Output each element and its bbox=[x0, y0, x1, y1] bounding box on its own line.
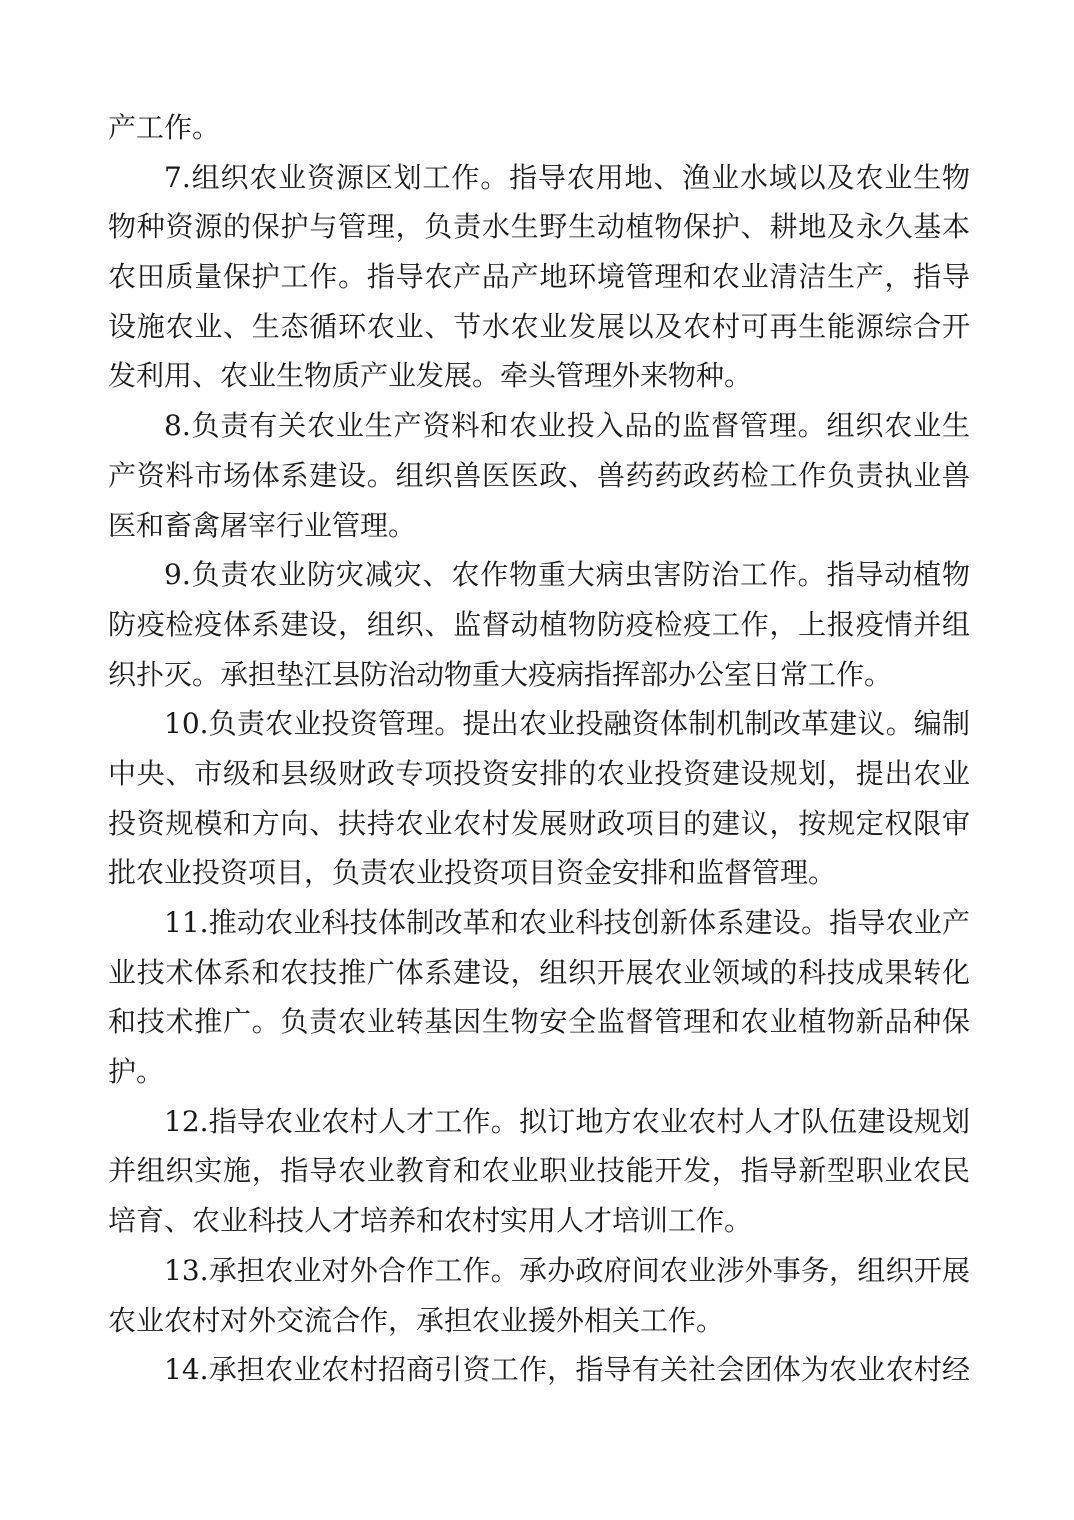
paragraph-10-line-2: 中央、市级和县级财政专项投资安排的农业投资建设规划，提出农业 bbox=[108, 756, 970, 790]
paragraph-11-line-4: 护。 bbox=[108, 1055, 165, 1089]
paragraph-8-line-1: 8.负责有关农业生产资料和农业投入品的监督管理。组织农业生 bbox=[164, 409, 970, 443]
paragraph-7-line-3: 农田质量保护工作。指导农产品产地环境管理和农业清洁生产，指导 bbox=[108, 260, 970, 294]
paragraph-13-line-1: 13.承担农业对外合作工作。承办政府间农业涉外事务，组织开展 bbox=[164, 1253, 970, 1287]
paragraph-8-line-3: 医和畜禽屠宰行业管理。 bbox=[108, 508, 417, 542]
paragraph-8-line-2: 产资料市场体系建设。组织兽医医政、兽药药政药检工作负责执业兽 bbox=[108, 458, 970, 492]
paragraph-9-line-3: 织扑灭。承担垫江县防治动物重大疫病指挥部办公室日常工作。 bbox=[108, 657, 893, 691]
paragraph-7-line-5: 发利用、农业生物质产业发展。牵头管理外来物种。 bbox=[108, 359, 753, 393]
paragraph-12-line-2: 并组织实施，指导农业教育和农业职业技能开发，指导新型职业农民 bbox=[108, 1154, 970, 1188]
paragraph-11-line-1: 11.推动农业科技体制改革和农业科技创新体系建设。指导农业产 bbox=[164, 906, 970, 939]
document-body bbox=[108, 103, 970, 1395]
paragraph-7-line-4: 设施农业、生态循环农业、节水农业发展以及农村可再生能源综合开 bbox=[108, 309, 970, 343]
paragraph-12-line-3: 培育、农业科技人才培养和农村实用人才培训工作。 bbox=[108, 1204, 753, 1238]
paragraph-6-line-1: 产工作。 bbox=[108, 111, 221, 144]
paragraph-7-line-2: 物种资源的保护与管理，负责水生野生动植物保护、耕地及永久基本 bbox=[108, 210, 970, 244]
paragraph-14-line-1: 14.承担农业农村招商引资工作，指导有关社会团体为农业农村经 bbox=[164, 1353, 970, 1387]
paragraph-11-line-3: 和技术推广。负责农业转基因生物安全监督管理和农业植物新品种保 bbox=[108, 1005, 970, 1039]
paragraph-9-line-2: 防疫检疫体系建设，组织、监督动植物防疫检疫工作，上报疫情并组 bbox=[108, 607, 970, 641]
paragraph-10-line-4: 批农业投资项目，负责农业投资项目资金安排和监督管理。 bbox=[108, 856, 837, 890]
paragraph-12-line-1: 12.指导农业农村人才工作。拟订地方农业农村人才队伍建设规划 bbox=[164, 1104, 970, 1138]
paragraph-10-line-3: 投资规模和方向、扶持农业农村发展财政项目的建议，按规定权限审 bbox=[108, 806, 970, 840]
paragraph-10-line-1: 10.负责农业投资管理。提出农业投融资体制机制改革建议。编制 bbox=[164, 707, 970, 741]
paragraph-11-line-2: 业技术体系和农技推广体系建设，组织开展农业领域的科技成果转化 bbox=[108, 955, 970, 989]
paragraph-7-line-1: 7.组织农业资源区划工作。指导农用地、渔业水域以及农业生物 bbox=[164, 160, 970, 194]
paragraph-13-line-2: 农业农村对外交流合作，承担农业援外相关工作。 bbox=[108, 1303, 725, 1337]
paragraph-9-line-1: 9.负责农业防灾减灾、农作物重大病虫害防治工作。指导动植物 bbox=[164, 558, 970, 592]
